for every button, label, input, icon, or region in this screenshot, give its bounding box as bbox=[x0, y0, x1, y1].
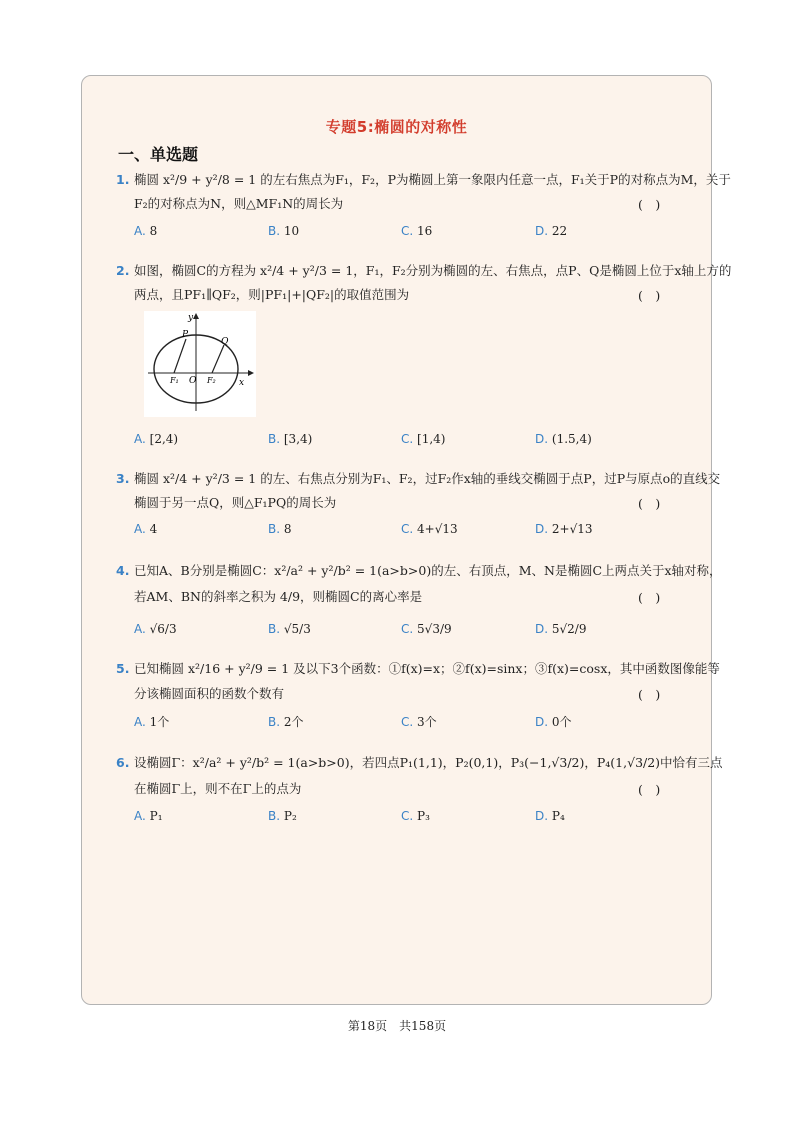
ellipse-diagram bbox=[144, 311, 256, 417]
answer-bracket: ( ) bbox=[638, 288, 661, 303]
focus-f2-label: F₂ bbox=[207, 376, 216, 385]
y-axis-arrow bbox=[193, 313, 199, 319]
answer-bracket: ( ) bbox=[638, 496, 661, 511]
option-a: A. √6/3 bbox=[134, 622, 177, 636]
option-a: A. 4 bbox=[134, 522, 158, 536]
question-text-line: 椭圆 x²/9 + y²/8 = 1 的左右焦点为F₁，F₂，P为椭圆上第一象限内任意一点，F₁关于P的对称点为M，关于 bbox=[134, 172, 731, 187]
segment-qf2 bbox=[212, 345, 224, 373]
option-b: B. 2个 bbox=[268, 715, 304, 729]
question-text-line: 两点，且PF₁∥QF₂，则|PF₁|+|QF₂|的取值范围为 bbox=[134, 287, 410, 302]
option-d: D. 2+√13 bbox=[535, 522, 593, 536]
option-a: A. [2,4) bbox=[134, 432, 179, 446]
question-number: 5. bbox=[116, 661, 130, 676]
question-text-line: 椭圆于另一点Q，则△F₁PQ的周长为 bbox=[134, 495, 337, 510]
segment-pf1 bbox=[174, 339, 186, 373]
question-number: 3. bbox=[116, 471, 130, 486]
ellipse-figure bbox=[144, 311, 256, 417]
option-d: D. (1.5,4) bbox=[535, 432, 592, 446]
option-c: C. P₃ bbox=[401, 809, 430, 823]
question-number: 2. bbox=[116, 263, 130, 278]
question-text-line: 在椭圆Γ上，则不在Γ上的点为 bbox=[134, 781, 302, 796]
question-text-line: 若AM、BN的斜率之积为 4/9，则椭圆C的离心率是 bbox=[134, 589, 423, 604]
page-footer: 第18页 共158页 bbox=[347, 1019, 447, 1033]
question-text-line: 已知椭圆 x²/16 + y²/9 = 1 及以下3个函数：①f(x)=x；②f(x)=sinx；③f(x)=cosx，其中函数图像能等 bbox=[134, 661, 720, 676]
answer-bracket: ( ) bbox=[638, 782, 661, 797]
question-text-line: F₂的对称点为N，则△MF₁N的周长为 bbox=[134, 196, 344, 211]
option-d: D. 22 bbox=[535, 224, 568, 238]
option-a: A. 1个 bbox=[134, 715, 170, 729]
x-axis-label: x bbox=[239, 378, 245, 388]
option-c: C. 5√3/9 bbox=[401, 622, 452, 636]
option-b: B. P₂ bbox=[268, 809, 297, 823]
point-p-label: P bbox=[182, 330, 189, 340]
x-axis-arrow bbox=[248, 370, 254, 376]
point-q-label: Q bbox=[221, 337, 229, 347]
option-b: B. 10 bbox=[268, 224, 300, 238]
content-panel bbox=[81, 75, 732, 1005]
option-d: D. 5√2/9 bbox=[535, 622, 587, 636]
answer-bracket: ( ) bbox=[638, 197, 661, 212]
answer-bracket: ( ) bbox=[638, 687, 661, 702]
option-b: B. [3,4) bbox=[268, 432, 313, 446]
option-d: D. 0个 bbox=[535, 715, 572, 729]
answer-bracket: ( ) bbox=[638, 590, 661, 605]
page-title: 专题5:椭圆的对称性 bbox=[325, 118, 468, 136]
option-b: B. 8 bbox=[268, 522, 292, 536]
option-c: C. 16 bbox=[401, 224, 433, 238]
origin-label: O bbox=[189, 376, 197, 386]
question-text-line: 分该椭圆面积的函数个数有 bbox=[134, 686, 285, 701]
question-text-line: 设椭圆Γ：x²/a² + y²/b² = 1(a>b>0)，若四点P₁(1,1)，P₂(0,1)，P₃(−1,√3/2)，P₄(1,√3/2)中恰有三点 bbox=[134, 755, 723, 770]
y-axis-label: y bbox=[188, 313, 194, 323]
question-text-line: 已知A、B分别是椭圆C：x²/a² + y²/b² = 1(a>b>0)的左、右顶点，M、N是椭圆C上两点关于x轴对称， bbox=[134, 563, 722, 578]
question-text-line: 椭圆 x²/4 + y²/3 = 1 的左、右焦点分别为F₁、F₂，过F₂作x轴的垂线交椭圆于点P，过P与原点o的直线交 bbox=[134, 471, 721, 486]
option-a: A. P₁ bbox=[134, 809, 163, 823]
option-b: B. √5/3 bbox=[268, 622, 311, 636]
option-c: C. 3个 bbox=[401, 715, 437, 729]
section-heading: 一、单选题 bbox=[118, 145, 199, 164]
focus-f1-label: F₁ bbox=[170, 376, 179, 385]
option-d: D. P₄ bbox=[535, 809, 565, 823]
option-c: C. 4+√13 bbox=[401, 522, 458, 536]
option-a: A. 8 bbox=[134, 224, 158, 238]
question-text-line: 如图，椭圆C的方程为 x²/4 + y²/3 = 1，F₁，F₂分别为椭圆的左、右焦点，点P、Q是椭圆上位于x轴上方的 bbox=[134, 263, 732, 278]
question-number: 1. bbox=[116, 172, 130, 187]
question-number: 4. bbox=[116, 563, 130, 578]
option-c: C. [1,4) bbox=[401, 432, 446, 446]
question-number: 6. bbox=[116, 755, 130, 770]
